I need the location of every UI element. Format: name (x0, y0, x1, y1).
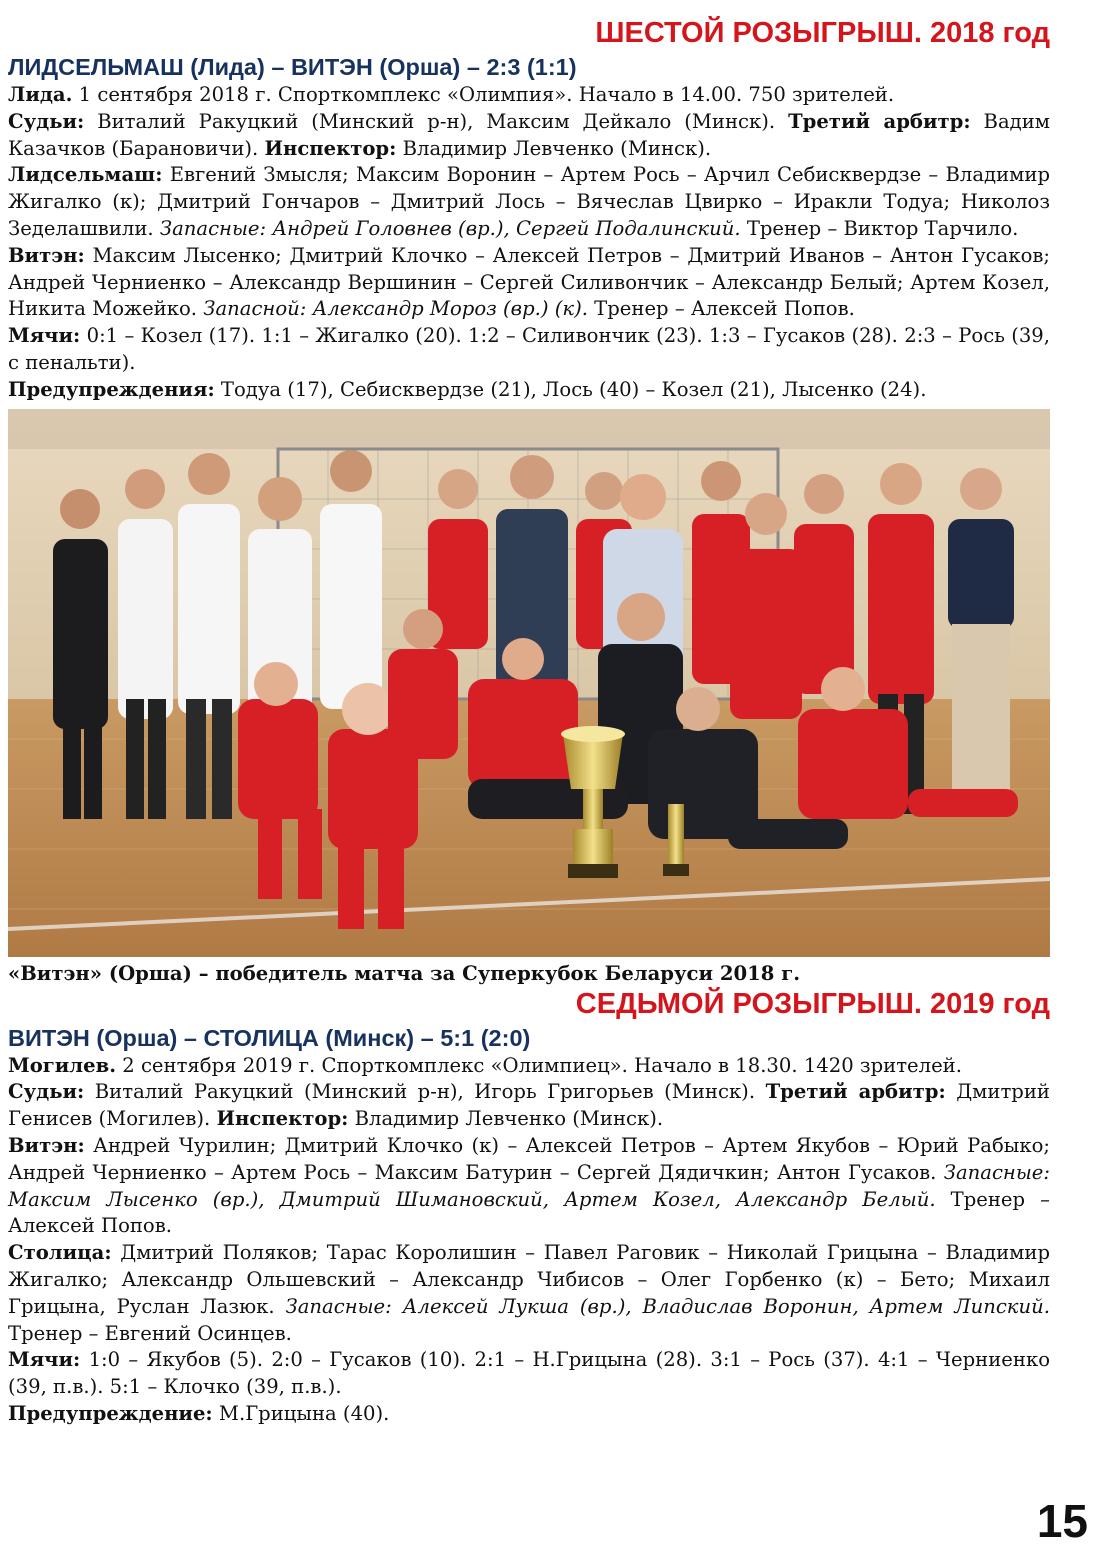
match-2018-officials: Судьи: Виталий Ракуцкий (Минский р-н), Максим Дейкало (Минск). Третий арбитр: Вадим Казачков (Барановичи). Инспектор: Владимир Левченко (Минск). (8, 109, 1050, 160)
match-2019-officials: Судьи: Виталий Ракуцкий (Минский р-н), Игорь Григорьев (Минск). Третий арбитр: Дмитрий Генисев (Могилев). Инспектор: Владимир Левченко (Минск). (8, 1080, 1050, 1131)
match-2018-warnings: Предупреждения: Тодуа (17), Себисквердзе (21), Лось (40) – Козел (21), Лысенко (24). (8, 377, 927, 401)
season-2019-title: СЕДЬМОЙ РОЗЫГРЫШ. 2019 год (575, 987, 1050, 1020)
season-2018-title: ШЕСТОЙ РОЗЫГРЫШ. 2018 год (595, 17, 1050, 49)
team-photo-illustration (8, 409, 1050, 957)
match-2019-venue: Могилев. 2 сентября 2019 г. Спорткомплекс «Олимпиец». Начало в 18.30. 1420 зрителей. (8, 1053, 962, 1077)
match-2018-title: ЛИДСЕЛЬМАШ (Лида) – ВИТЭН (Орша) – 2:3 (1:1) (8, 54, 577, 80)
page-number: 15 (1036, 1495, 1088, 1547)
match-2019-title: ВИТЭН (Орша) – СТОЛИЦА (Минск) – 5:1 (2:0) (8, 1024, 531, 1051)
match-2018-goals: Мячи: 0:1 – Козел (17). 1:1 – Жигалко (20). 1:2 – Силивончик (23). 1:3 – Гусаков (28). 2:3 – Рось (39, с пенальти). (8, 324, 1050, 374)
match-2019-goals: Мячи: 1:0 – Якубов (5). 2:0 – Гусаков (10). 2:1 – Н.Грицына (28). 3:1 – Рось (37). 4:1 – Черниенко (39, п.в.). 5:1 – Клочко (39, п.в.). (8, 1348, 1050, 1399)
match-2019-team2-lineup: Столица: Дмитрий Поляков; Тарас Королишин – Павел Раговик – Николай Грицына – Владимир Жигалко; Александр Ольшевский – Александр Чибисов – Олег Горбенко (к) – Бето; Михаил Грицына, Руслан Лазюк. Запасные: Алексей Лукша (вр.), Владислав Воронин, Артем Липский. Тренер – Евгений Осинцев. (8, 1241, 1050, 1345)
page-content (8, 0, 1050, 1428)
team-photo (8, 409, 1050, 957)
match-2019-warnings: Предупреждение: М.Грицына (40). (8, 1401, 390, 1425)
match-2018-venue: Лида. 1 сентября 2018 г. Спорткомплекс «Олимпия». Начало в 14.00. 750 зрителей. (8, 83, 895, 106)
photo-caption: «Витэн» (Орша) – победитель матча за Суперкубок Беларуси 2018 г. (8, 961, 801, 985)
match-2019-team1-lineup: Витэн: Андрей Чурилин; Дмитрий Клочко (к) – Алексей Петров – Артем Якубов – Юрий Рабыко; Андрей Черниенко – Артем Рось – Максим Батурин – Сергей Дядичкин; Антон Гусаков. Запасные: Максим Лысенко (вр.), Дмитрий Шимановский, Артем Козел, Александр Белый. Тренер – Алексей Попов. (8, 1133, 1050, 1238)
match-2018-team2-lineup: Витэн: Максим Лысенко; Дмитрий Клочко – Алексей Петров – Дмитрий Иванов – Антон Гусаков; Андрей Черниенко – Александр Вершинин – Сергей Силивончик – Александр Белый; Артем Козел, Никита Можейко. Запасной: Александр Мороз (вр.) (к). Тренер – Алексей Попов. (8, 243, 1050, 321)
match-2018-team1-lineup: Лидсельмаш: Евгений Змысля; Максим Воронин – Артем Рось – Арчил Себисквердзе – Владимир Жигалко (к); Дмитрий Гончаров – Дмитрий Лось – Вячеслав Цвирко – Иракли Тодуа; Николоз Зеделашвили. Запасные: Андрей Головнев (вр.), Сергей Подалинский. Тренер – Виктор Тарчило. (8, 163, 1050, 240)
